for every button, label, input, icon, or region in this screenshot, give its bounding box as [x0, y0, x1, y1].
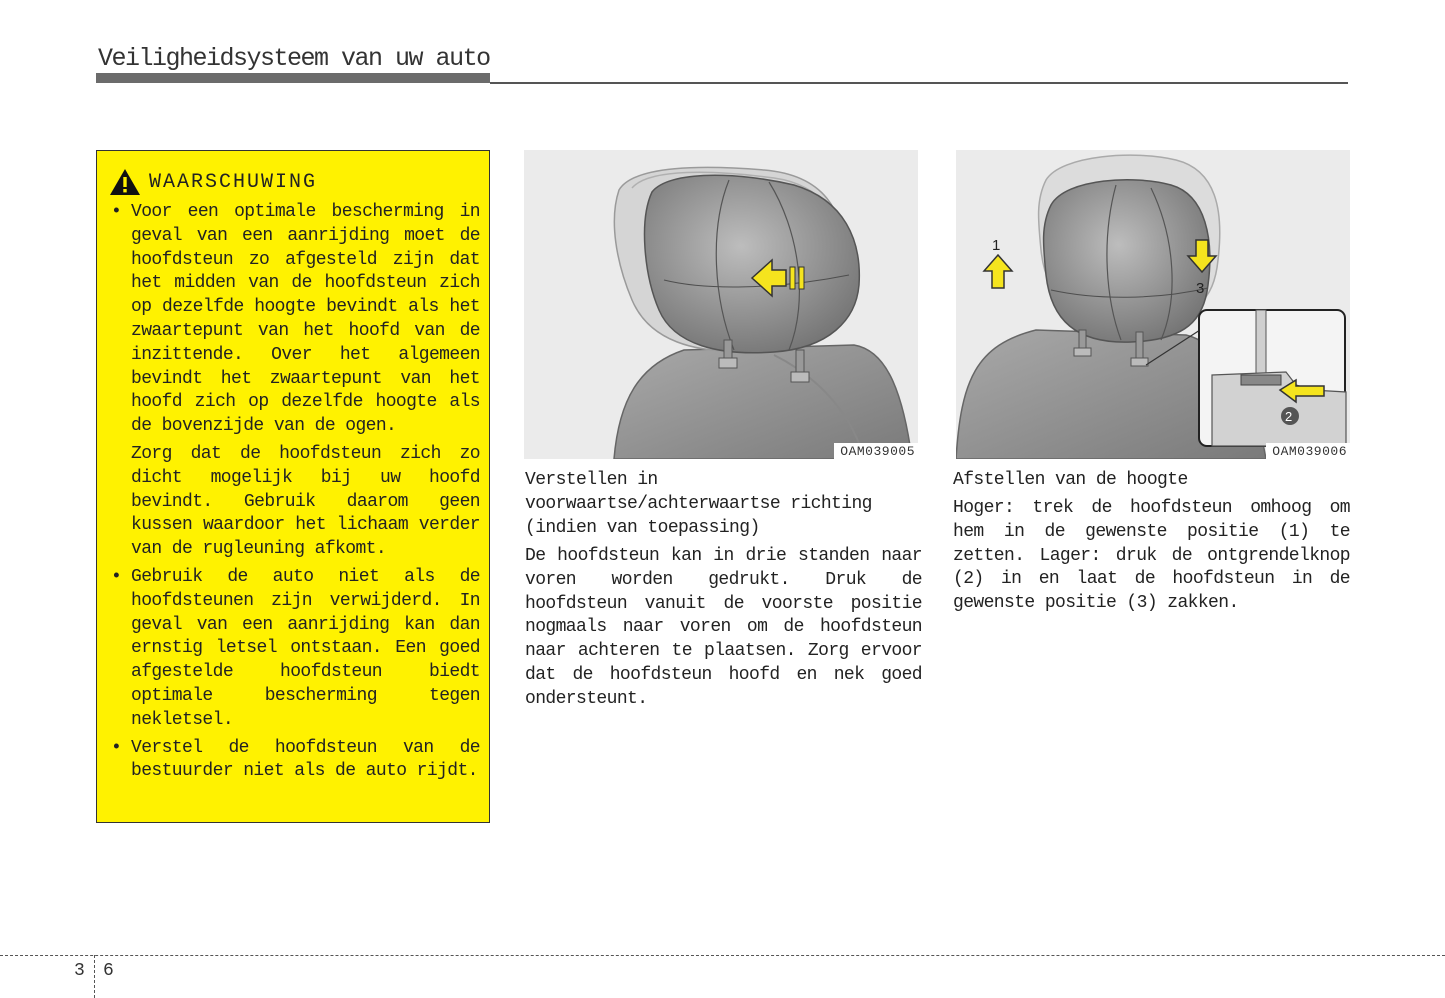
figure-caption: Verstellen in voorwaartse/achterwaartse richting (indien van toepassing) [525, 470, 872, 538]
bullet-icon: • [111, 566, 122, 587]
headrest-height-figure [956, 150, 1350, 459]
warning-item [109, 566, 480, 733]
figure-text: De hoofdsteun kan in drie standen naar voren worden gedrukt. Druk de hoofdsteun vanuit de voorste positie nogmaals naar voren om de hoofdsteun naar achteren te plaatsen. Zorg ervoor dat de hoofdsteun hoofd en nek goed ondersteunt. [525, 546, 922, 709]
warning-item [109, 201, 480, 562]
forward-adjust-section [525, 468, 922, 712]
figure-code: OAM039006 [1266, 443, 1350, 459]
warning-box [96, 150, 490, 823]
page-index: 6 [103, 961, 114, 981]
warning-list [109, 201, 480, 784]
warning-paragraph: Voor een optimale bescherming in geval van een aanrijding moet de hoofdsteun zo afgesteld zijn dat het midden van de hoofdsteun zich op dezelfde hoogte bevindt als het zwaartepunt van het hoofd van de inzittende. Over het algemeen bevindt het zwaartepunt van het hoofd zich op dezelfde hoogte als de bovenzijde van de ogen. [131, 202, 480, 437]
page-section: 3 [74, 961, 85, 981]
figure-text: Hoger: trek de hoofdsteun omhoog om hem in de gewenste positie (1) te zetten. Lager: druk de ontgrendelknop (2) in en laat de hoofdsteun in de gewenste positie (3) zakken. [953, 498, 1350, 614]
marker-1: 1 [992, 237, 1001, 254]
warning-title: WAARSCHUWING [149, 170, 318, 194]
figure-code: OAM039005 [834, 443, 918, 459]
headrest-height-illustration [956, 150, 1350, 459]
warning-paragraph: Verstel de hoofdsteun van de bestuurder niet als de auto rijdt. [131, 737, 480, 782]
bullet-icon: • [111, 202, 122, 222]
bullet-icon: • [111, 737, 122, 758]
headrest-forward-figure [524, 150, 918, 459]
footer-rule [0, 955, 1445, 956]
page-header-title: Veiligheidsysteem van uw auto [98, 44, 490, 73]
page-number [74, 961, 121, 981]
warning-paragraph: Zorg dat de hoofdsteun zich zo dicht mogelijk bij uw hoofd bevindt. Gebruik daarom geen kussen waardoor het lichaam verder van de rugleuning afkomt. [131, 443, 480, 560]
warning-triangle-icon [109, 168, 141, 196]
warning-header [109, 165, 480, 199]
headrest-forward-illustration [524, 150, 918, 459]
marker-3: 3 [1196, 280, 1205, 297]
header-rule [490, 82, 1348, 84]
figure-caption: Afstellen van de hoogte [953, 470, 1188, 490]
height-adjust-section [953, 468, 1350, 616]
marker-2: 2 [1285, 409, 1293, 424]
warning-item [109, 737, 480, 785]
header-bar [96, 73, 490, 83]
warning-paragraph: Gebruik de auto niet als de hoofdsteunen zijn verwijderd. In geval van een aanrijding kan dan ernstig letsel ontstaan. Een goed afgestelde hoofdsteun biedt optimale bescherming tegen nekletsel. [131, 566, 480, 730]
